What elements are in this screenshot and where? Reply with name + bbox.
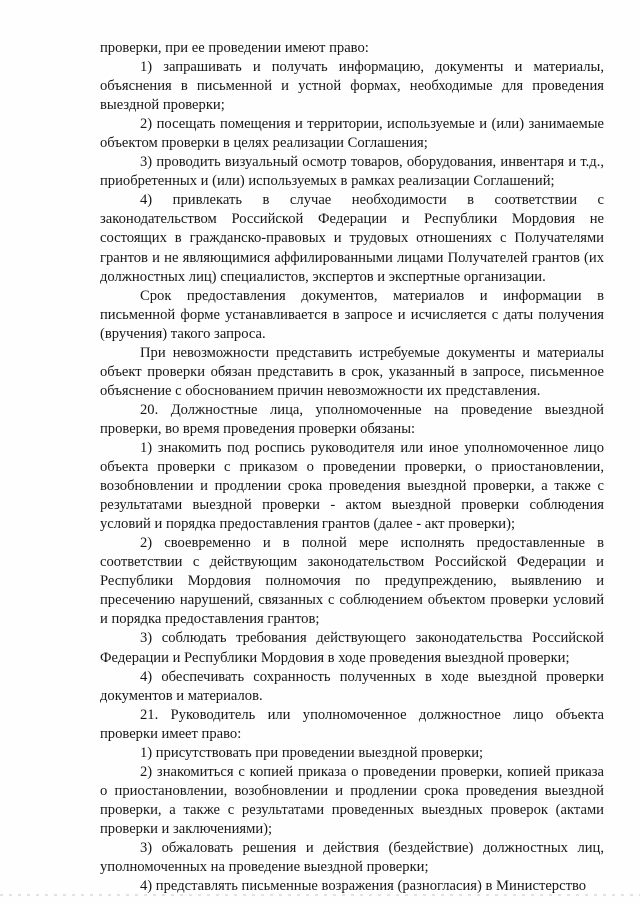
paragraph: 4) обеспечивать сохранность полученных в ходе выездной проверки документов и материалов. <box>100 668 604 704</box>
paragraph: 4) привлекать в случае необходимости в соответствии с законодательством Российской Федерации и Республики Мордовия не состоящих в гражданско-правовых и трудовых отношениях с Получателями грантов и не являющимися аффилированными лицами Получателей грантов (их должностных лиц) специалистов, экспертов и экспертные организации. <box>100 192 604 285</box>
paragraph: 1) запрашивать и получать информацию, документы и материалы, объяснения в письменной и устной формах, необходимые для проведения выездной проверки; <box>100 59 604 114</box>
scan-edge-mark <box>0 894 640 896</box>
paragraph: 1) присутствовать при проведении выездной проверки; <box>140 744 484 761</box>
paragraph: 2) посещать помещения и территории, используемые и (или) занимаемые объектом проверки в целях реализации Соглашения; <box>100 116 604 152</box>
paragraph: При невозможности представить истребуемые документы и материалы объект проверки обязан представить в срок, указанный в запросе, письменное объяснение с обоснованием причин невозможности их представления. <box>100 344 604 399</box>
paragraph: проверки, при ее проведении имеют право: <box>100 40 369 56</box>
paragraph: 3) обжаловать решения и действия (бездействие) должностных лиц, уполномоченных на проведение выездной проверки; <box>100 839 604 876</box>
paragraph: 3) соблюдать требования действующего законодательства Российской Федерации и Республики Мордовия в ходе проведения выездной проверки; <box>100 630 604 666</box>
paragraph: 2) своевременно и в полной мере исполнять предоставленные в соответствии с действующим законодательством Российской Федерации и Республики Мордовия полномочия по предупреждению, выявлению и пресечению нарушений, связанных с соблюдением объектом проверки условий и порядка предоставления грантов; <box>100 535 604 628</box>
document-body <box>100 39 604 896</box>
paragraph: 1) знакомить под роспись руководителя или иное уполномоченное лицо объекта проверки с приказом о проведении проверки, о приостановлении, возобновлении и продлении срока проведения выездной проверки, а также с результатами выездной проверки - актом выездной проверки соблюдения условий и порядка предоставления грантов (далее - акт проверки); <box>100 439 604 533</box>
paragraph: 4) представлять письменные возражения (разногласия) в Министерство <box>140 878 587 895</box>
paragraph: 3) проводить визуальный осмотр товаров, оборудования, инвентаря и т.д., приобретенных и (или) используемых в рамках реализации Соглашений; <box>100 154 604 190</box>
section-20-heading: 20. Должностные лица, уполномоченные на проведение выездной проверки, во время проведения проверки обязаны: <box>100 401 604 437</box>
paragraph: Срок предоставления документов, материалов и информации в письменной форме устанавливается в запросе и исчисляется с даты получения (вручения) такого запроса. <box>100 287 604 342</box>
paragraph: 2) знакомиться с копией приказа о проведении проверки, копией приказа о приостановлении, возобновлении и продлении срока проведения выездной проверки, а также с результатами проведенных выездных проверок (актами проверки и заключениями); <box>100 763 604 837</box>
section-21-heading: 21. Руководитель или уполномоченное должностное лицо объекта проверки имеет право: <box>100 706 604 742</box>
